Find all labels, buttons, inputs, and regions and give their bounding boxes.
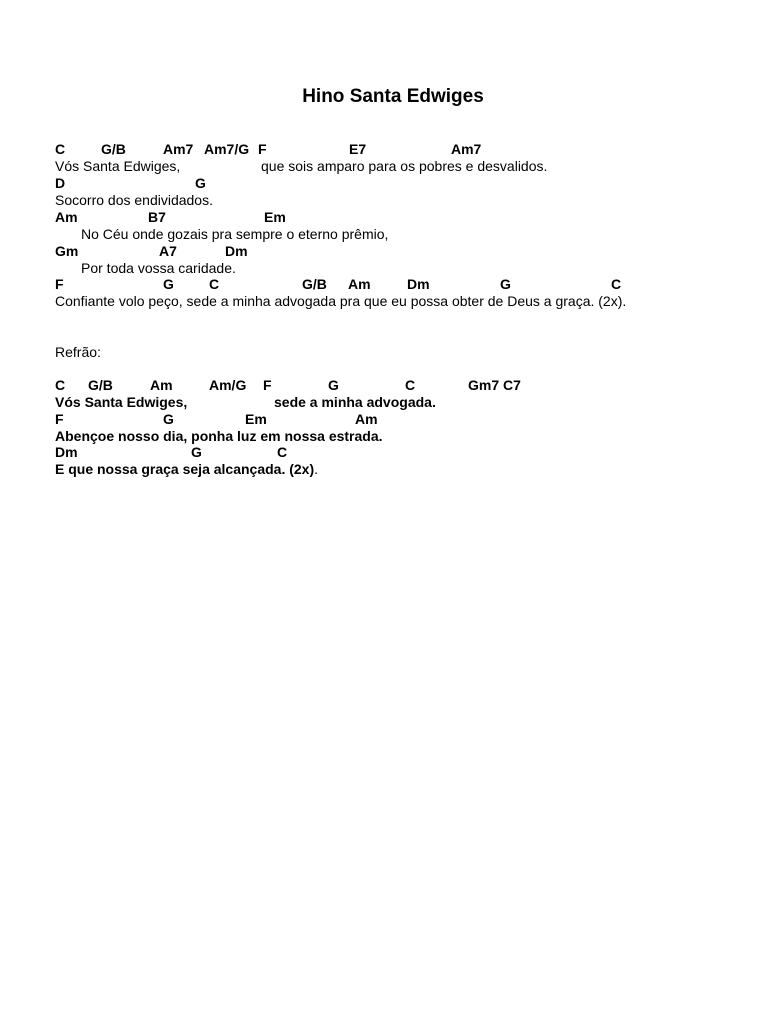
lyric-segment: . [314, 461, 319, 477]
chord: B7 [148, 209, 166, 225]
lyric-segment: No Céu onde gozais pra sempre o eterno prêmio, [81, 226, 389, 242]
chord: Am [348, 276, 371, 292]
chord: Am7 [163, 141, 194, 157]
lyric-segment: Vós Santa Edwiges, [55, 158, 181, 174]
chord: Em [245, 411, 267, 427]
lyric-segment: Vós Santa Edwiges, [55, 394, 188, 410]
chord: G [328, 377, 339, 393]
chord: Dm [225, 243, 248, 259]
chord: G [500, 276, 511, 292]
chord: Gm7 C7 [468, 377, 521, 393]
chord: E7 [349, 141, 367, 157]
chord: G/B [302, 276, 327, 292]
lyric-segment: Socorro dos endividados. [55, 192, 213, 208]
chord: G [163, 411, 174, 427]
chord: Dm [407, 276, 430, 292]
lyric-line [55, 461, 318, 478]
chord: C [277, 444, 288, 460]
chord: A7 [159, 243, 177, 259]
chord: D [55, 175, 66, 191]
chord: Dm [55, 444, 78, 460]
lyric-segment: E que nossa graça seja alcançada. (2x) [55, 461, 315, 477]
chord: Am/G [209, 377, 247, 393]
chord: F [55, 411, 64, 427]
song-title: Hino Santa Edwiges [302, 86, 484, 107]
chord: G [163, 276, 174, 292]
chord: Am [55, 209, 78, 225]
lyric-segment: Por toda vossa caridade. [81, 260, 236, 276]
chord: G/B [101, 141, 126, 157]
chord: G [191, 444, 202, 460]
lyric-segment: sede a minha advogada. [274, 394, 436, 410]
chord: G [195, 175, 206, 191]
chord: C [55, 141, 66, 157]
lyric-segment: Confiante volo peço, sede a minha advogada pra que eu possa obter de Deus a graça. (2x). [55, 293, 627, 309]
chord: C [55, 377, 66, 393]
chord: Am [355, 411, 378, 427]
refrain-label: Refrão: [55, 344, 101, 360]
chord: C [611, 276, 622, 292]
chord: Em [264, 209, 286, 225]
chord: F [55, 276, 64, 292]
chord: Am [150, 377, 173, 393]
chord: Am7 [451, 141, 482, 157]
chord: C [405, 377, 416, 393]
chord: Am7/G [204, 141, 250, 157]
lyric-segment: Abençoe nosso dia, ponha luz em nossa estrada. [55, 428, 383, 444]
chord: Gm [55, 243, 79, 259]
lyric-segment: que sois amparo para os pobres e desvalidos. [261, 158, 548, 174]
chord: C [209, 276, 220, 292]
chord: F [258, 141, 267, 157]
chord: G/B [88, 377, 113, 393]
chord: F [263, 377, 272, 393]
